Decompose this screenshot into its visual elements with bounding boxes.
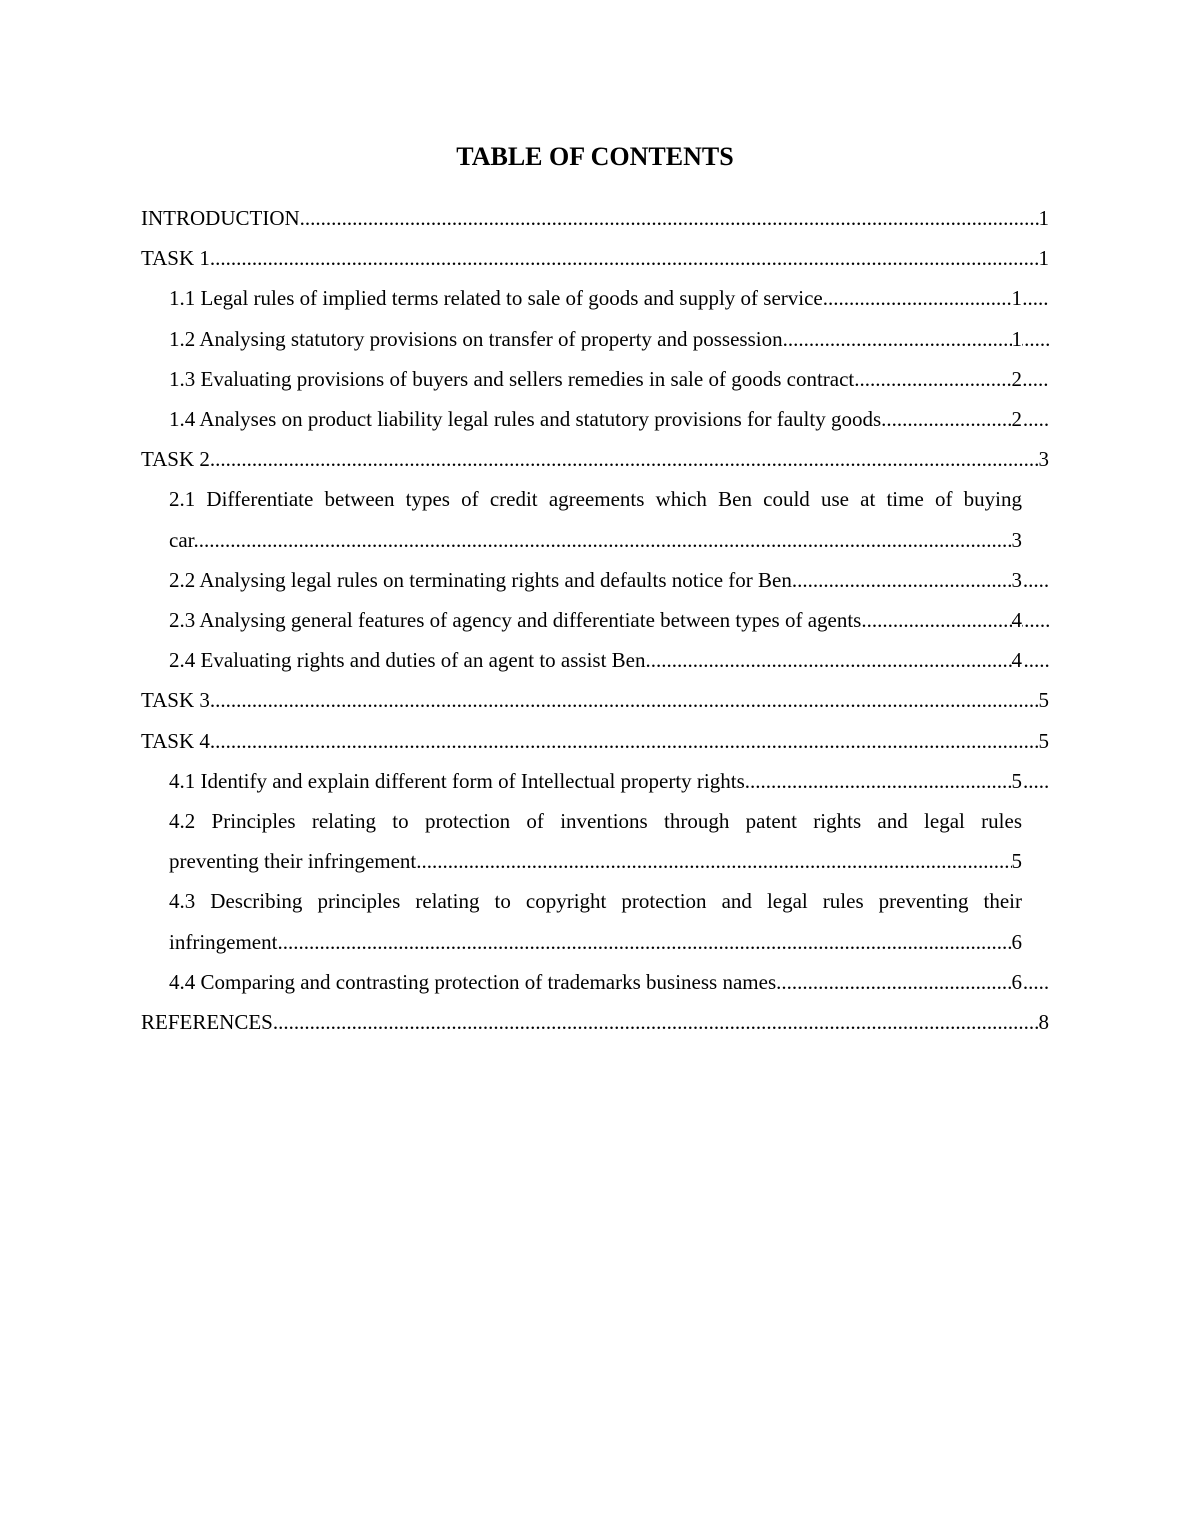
toc-page-number: 6 <box>1012 962 1023 1002</box>
toc-page-number: 2 <box>1012 359 1023 399</box>
toc-entry-references[interactable] <box>141 1002 1049 1042</box>
dot-leader <box>210 246 1049 270</box>
toc-page-number: 3 <box>1039 439 1050 479</box>
toc-entry-4-1[interactable] <box>141 761 1049 801</box>
toc-entry-label-line-2: preventing their infringement. <box>169 849 422 874</box>
toc-page-number: 6 <box>1012 922 1023 962</box>
toc-page-number: 3 <box>1012 520 1023 560</box>
toc-page-number: 1 <box>1039 198 1050 238</box>
toc-page-number: 1 <box>1012 278 1023 318</box>
dot-leader <box>745 769 1049 793</box>
toc-entry-label: 1.4 Analyses on product liability legal rules and statutory provisions for faulty goods. <box>169 407 887 432</box>
toc-entry-label-line-2-row <box>169 841 1022 881</box>
dot-leader <box>651 648 1049 672</box>
dot-leader <box>273 1010 1049 1034</box>
toc-entry-2-4[interactable] <box>141 640 1049 680</box>
toc-entry-label: TASK 4 <box>141 728 210 753</box>
dot-leader <box>283 930 1022 954</box>
toc-entry-label: 1.2 Analysing statutory provisions on transfer of property and possession. <box>169 326 788 351</box>
toc-title: TABLE OF CONTENTS <box>456 142 734 171</box>
toc-entry-4-2[interactable] <box>141 801 1049 881</box>
dot-leader <box>781 970 1049 994</box>
toc-page-number: 3 <box>1012 560 1023 600</box>
dot-leader <box>300 206 1049 230</box>
dot-leader <box>193 528 1022 552</box>
toc-entry-task-3[interactable] <box>141 680 1049 720</box>
toc-entry-label-line-2: car <box>169 527 194 552</box>
toc-page-number: 5 <box>1012 841 1023 881</box>
toc-entry-label: 2.4 Evaluating rights and duties of an agent to assist Ben. <box>169 648 651 673</box>
toc-entry-label: INTRODUCTION <box>141 206 300 230</box>
toc-entry-label: TASK 2 <box>141 447 210 472</box>
toc-entry-label: 4.1 Identify and explain different form of Intellectual property rights <box>169 768 745 793</box>
toc-entry-1-4[interactable] <box>141 399 1049 439</box>
toc-entry-label-line-2-row <box>169 520 1022 560</box>
toc-entry-label: 2.3 Analysing general features of agency and differentiate between types of agents <box>169 608 862 633</box>
dot-leader <box>210 447 1049 471</box>
toc-entry-task-1[interactable] <box>141 238 1049 278</box>
toc-page-number: 1 <box>1039 238 1050 278</box>
toc-page-number: 8 <box>1039 1002 1050 1042</box>
toc-entry-task-2[interactable] <box>141 439 1049 479</box>
toc-entry-label: REFERENCES <box>141 1010 273 1035</box>
toc-page-number: 5 <box>1012 761 1023 801</box>
toc-entry-4-3[interactable] <box>141 881 1049 961</box>
toc-page-number: 4 <box>1012 640 1023 680</box>
toc-entry-label-line-1: 2.1 Differentiate between types of credit agreements which Ben could use at time of buying <box>169 487 1022 512</box>
toc-page-number: 5 <box>1039 721 1050 761</box>
toc-entry-label: 1.1 Legal rules of implied terms related to sale of goods and supply of service <box>169 286 823 311</box>
toc-page-number: 5 <box>1039 680 1050 720</box>
toc-entry-label: 2.2 Analysing legal rules on terminating rights and defaults notice for Ben. <box>169 567 798 592</box>
toc-entry-label-line-2: infringement. <box>169 929 283 954</box>
toc-entry-label: 1.3 Evaluating provisions of buyers and sellers remedies in sale of goods contract. <box>169 366 860 391</box>
toc-entry-task-4[interactable] <box>141 721 1049 761</box>
toc-entry-1-1[interactable] <box>141 278 1049 318</box>
dot-leader <box>210 688 1049 712</box>
toc-entry-1-3[interactable] <box>141 359 1049 399</box>
toc-page-number: 4 <box>1012 600 1023 640</box>
toc-list <box>141 198 1049 1042</box>
toc-page-number: 1 <box>1012 319 1023 359</box>
toc-entry-label: 4.4 Comparing and contrasting protection of trademarks business names. <box>169 969 782 994</box>
toc-entry-1-2[interactable] <box>141 319 1049 359</box>
toc-entry-label-line-2-row <box>169 922 1022 962</box>
toc-entry-label: TASK 1 <box>141 246 210 271</box>
toc-entry-introduction[interactable] <box>141 198 1049 238</box>
document-page <box>141 140 1049 1042</box>
toc-entry-2-3[interactable] <box>141 600 1049 640</box>
dot-leader <box>422 849 1022 873</box>
toc-entry-label-line-1: 4.2 Principles relating to protection of inventions through patent rights and legal rules <box>169 809 1022 834</box>
dot-leader <box>886 407 1049 431</box>
dot-leader <box>210 729 1049 753</box>
dot-leader <box>788 327 1049 351</box>
toc-entry-2-2[interactable] <box>141 560 1049 600</box>
toc-page-number: 2 <box>1012 399 1023 439</box>
toc-entry-2-1[interactable] <box>141 479 1049 559</box>
toc-entry-4-4[interactable] <box>141 962 1049 1002</box>
toc-entry-label: TASK 3 <box>141 688 210 713</box>
toc-entry-label-line-1: 4.3 Describing principles relating to copyright protection and legal rules preventing their <box>169 889 1022 914</box>
